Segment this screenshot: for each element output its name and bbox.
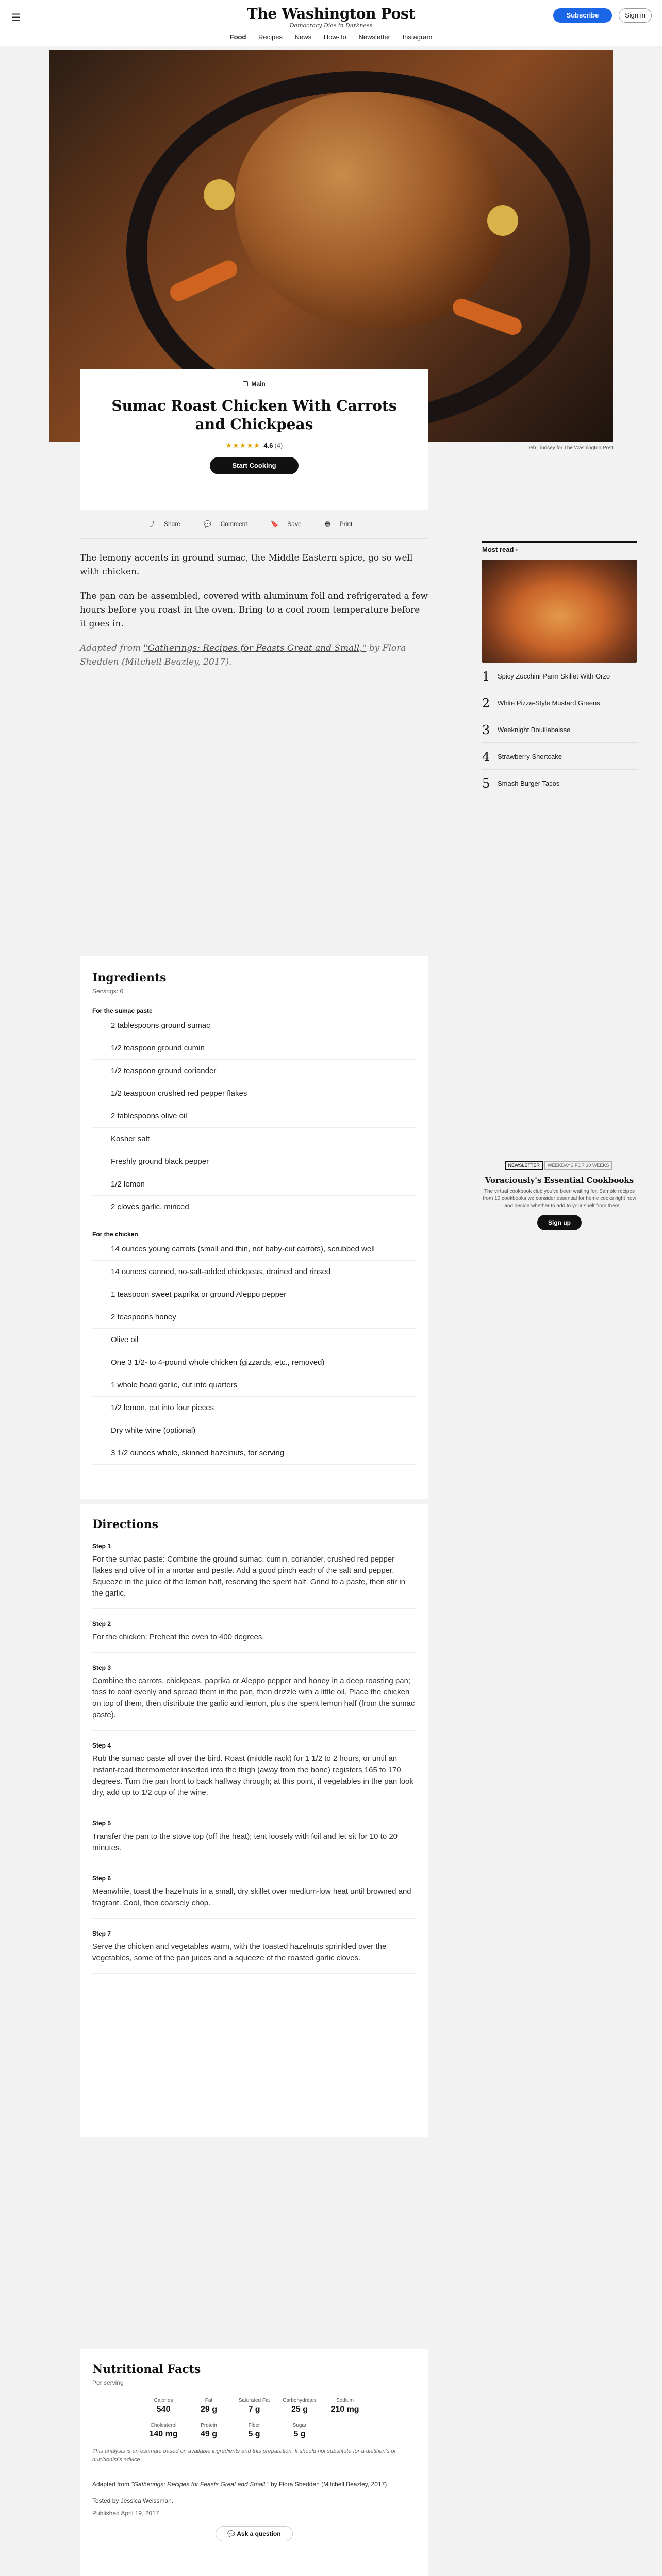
ingredient-item: 3 1/2 ounces whole, skinned hazelnuts, for serving [92, 1442, 416, 1465]
direction-step [92, 1875, 416, 1919]
nutrition-label: Sodium [336, 2398, 354, 2403]
nutrition-fact [186, 2422, 231, 2439]
step-label: Step 2 [92, 1620, 111, 1628]
most-read-image[interactable] [482, 560, 637, 663]
step-text: Serve the chicken and vegetables warm, with the toasted hazelnuts sprinkled over the vegetables, some of the pan juices and a squeeze of the roasted garlic cloves. [92, 1942, 387, 1962]
direction-step [92, 1930, 416, 1974]
direction-step [92, 1742, 416, 1808]
recipe-intro [80, 551, 428, 680]
course-icon [243, 381, 248, 386]
nutrition-value: 29 g [200, 2405, 217, 2414]
ingredient-item: 1 whole head garlic, cut into quarters [92, 1374, 416, 1397]
published-date: Published April 19, 2017 [92, 2510, 159, 2517]
promo-title: Voraciously's Essential Cookbooks [485, 1176, 634, 1185]
ingredient-item: 1 teaspoon sweet paprika or ground Aleppo pepper [92, 1283, 416, 1306]
nav-newsletter[interactable]: Newsletter [358, 33, 390, 41]
nutrition-label: Sugar [292, 2422, 307, 2428]
book-link[interactable]: "Gatherings: Recipes for Feasts Great and Small," [143, 643, 367, 653]
intro-paragraph: The lemony accents in ground sumac, the Middle Eastern spice, go so well with chicken. [80, 553, 413, 577]
direction-step [92, 1543, 416, 1609]
most-read-item[interactable]: 4 Strawberry Shortcake [482, 753, 637, 770]
most-read-item[interactable]: 5 Smash Burger Tacos [482, 780, 637, 796]
nutrition-label: Calories [154, 2398, 173, 2403]
nutrition-value: 49 g [200, 2430, 217, 2438]
nutrition-value: 140 mg [149, 2430, 178, 2438]
step-label: Step 5 [92, 1820, 111, 1827]
nutrition-fact [141, 2398, 186, 2414]
start-cooking-button[interactable]: Start Cooking [210, 457, 299, 474]
ingredients-title: Ingredients [92, 971, 167, 985]
print-button[interactable]: 🖶 Print [324, 520, 353, 528]
nutrition-grid [141, 2398, 368, 2447]
nutrition-label: Fat [205, 2398, 213, 2403]
subscribe-button[interactable]: Subscribe [553, 8, 612, 23]
lemon-shape [204, 179, 235, 210]
book-link[interactable]: "Gatherings: Recipes for Feasts Great and Small," [131, 2481, 269, 2488]
ingredient-item: 2 tablespoons olive oil [92, 1105, 416, 1128]
tagline: Democracy Dies in Darkness [289, 22, 373, 29]
ingredient-item: 14 ounces young carrots (small and thin, not baby-cut carrots), scrubbed well [92, 1238, 416, 1261]
ingredient-item: 1/2 lemon [92, 1173, 416, 1196]
nutrition-fact [322, 2398, 368, 2414]
nutrition-fact [186, 2398, 231, 2414]
step-label: Step 1 [92, 1543, 111, 1550]
nutrition-fact [277, 2398, 322, 2414]
step-label: Step 3 [92, 1664, 111, 1671]
rating-summary[interactable]: ★★★★★ 4.6 (4) [225, 441, 283, 449]
ingredient-item: Freshly ground black pepper [92, 1150, 416, 1173]
frequency-badge: WEEKDAYS FOR 10 WEEKS [544, 1161, 612, 1170]
nutrition-label: Fiber [248, 2422, 260, 2428]
nav-recipes[interactable]: Recipes [258, 33, 283, 41]
ingredient-item: 2 teaspoons honey [92, 1306, 416, 1329]
step-label: Step 4 [92, 1742, 111, 1749]
most-read-item[interactable]: 2 White Pizza-Style Mustard Greens [482, 700, 637, 716]
save-button[interactable]: 🔖 Save [271, 520, 302, 528]
step-text: Combine the carrots, chickpeas, paprika or Aleppo pepper and honey in a deep roasting pan; toss to coat evenly and spread them in the pan, then drizzle with a little oil. Place the chicken on top of them, then distribute the garlic and lemon, plus the spent lemon half (from the sumac paste). [92, 1676, 415, 1719]
nutrition-label: Protein [201, 2422, 217, 2428]
ingredient-group-title: For the sumac paste [92, 1007, 153, 1014]
step-text: For the chicken: Preheat the oven to 400 degrees. [92, 1633, 264, 1641]
signin-button[interactable]: Sign in [619, 8, 652, 23]
direction-step [92, 1664, 416, 1731]
ingredient-item: 1/2 teaspoon crushed red pepper flakes [92, 1082, 416, 1105]
most-read-panel [482, 541, 637, 796]
nutrition-per: Per serving [92, 2379, 124, 2386]
ingredient-group-title: For the chicken [92, 1231, 138, 1238]
nutrition-value: 25 g [291, 2405, 308, 2414]
newsletter-badge: NEWSLETTER [505, 1161, 543, 1170]
ingredient-item: One 3 1/2- to 4-pound whole chicken (gizzards, etc., removed) [92, 1351, 416, 1374]
star-rating-icon: ★★★★★ [225, 441, 261, 449]
nutrition-fact [277, 2422, 322, 2439]
ingredients-card [80, 956, 428, 1499]
step-text: For the sumac paste: Combine the ground sumac, cumin, coriander, crushed red pepper flakes and olive oil in a mortar and pestle. Add a good pinch each of the salt and pepper. Squeeze in the juice of the lemon half, reserving the spent half. Grind to a paste, then stir in the garlic. [92, 1555, 406, 1598]
nav-food[interactable]: Food [229, 33, 246, 41]
nutrition-value: 540 [156, 2405, 171, 2414]
ingredient-item: 14 ounces canned, no-salt-added chickpeas, drained and rinsed [92, 1261, 416, 1283]
nutrition-fact [141, 2422, 186, 2439]
ingredient-item: Olive oil [92, 1329, 416, 1351]
tested-by: Tested by Jessica Weissman. [92, 2497, 174, 2504]
nutrition-label: Carbohydrates [283, 2398, 317, 2403]
directions-title: Directions [92, 1518, 158, 1531]
intro-paragraph: The pan can be assembled, covered with aluminum foil and refrigerated a few hours before you roast in the oven. Bring to a cool room temperature before it goes in. [80, 591, 428, 629]
nutrition-label: Saturated Fat [238, 2398, 270, 2403]
ingredient-item: Dry white wine (optional) [92, 1419, 416, 1442]
direction-step [92, 1820, 416, 1863]
course-label: Main [80, 380, 428, 387]
top-bar [0, 0, 662, 46]
newsletter-promo [482, 1160, 637, 1230]
nutrition-value: 7 g [248, 2405, 260, 2414]
nav-instagram[interactable]: Instagram [402, 33, 433, 41]
nutrition-disclaimer: This analysis is an estimate based on available ingredients and this preparation. It should not substitute for a dietitian's or nutritionist's advice. [92, 2447, 416, 2472]
nutrition-value: 5 g [293, 2430, 306, 2438]
nutrition-value: 5 g [248, 2430, 260, 2438]
directions-card [80, 1504, 428, 2137]
masthead[interactable]: The Washington Post [246, 5, 416, 22]
ingredient-item: Kosher salt [92, 1128, 416, 1150]
nav-how-to[interactable]: How-To [323, 33, 346, 41]
nutrition-fact [231, 2422, 277, 2439]
nutrition-title: Nutritional Facts [92, 2363, 201, 2376]
nutrition-label: Cholesterol [150, 2422, 177, 2428]
recipe-title-card [80, 369, 428, 510]
promo-description: The virtual cookbook club you've been waiting for. Sample recipes from 10 cookbooks we consider essential for home cooks right now — and decide whether to add to your shelf from there. [483, 1189, 636, 1209]
adapted-from: Adapted from "Gatherings: Recipes for Feasts Great and Small," by Flora Shedden (Mitchell Beazley, 2017). [80, 643, 406, 667]
nutrition-card [80, 2349, 428, 2576]
share-button[interactable]: ⤴ Share [148, 520, 181, 528]
ingredient-item: 2 tablespoons ground sumac [92, 1014, 416, 1037]
hamburger-icon[interactable]: ☰ [11, 12, 21, 24]
most-read-item[interactable]: 3 Weeknight Bouillabaisse [482, 726, 637, 743]
nav-news[interactable]: News [294, 33, 312, 41]
nutrition-value: 210 mg [330, 2405, 359, 2414]
ask-question-button[interactable]: 💬 Ask a question [216, 2526, 293, 2541]
recipe-title: Sumac Roast Chicken With Carrots and Chickpeas [111, 397, 397, 433]
direction-step [92, 1620, 416, 1653]
ingredient-item: 1/2 teaspoon ground cumin [92, 1037, 416, 1060]
ingredient-item: 1/2 teaspoon ground coriander [92, 1060, 416, 1082]
ingredient-item: 2 cloves garlic, minced [92, 1196, 416, 1218]
ingredient-item: 1/2 lemon, cut into four pieces [92, 1397, 416, 1419]
step-label: Step 6 [92, 1875, 111, 1882]
signup-button[interactable]: Sign up [537, 1215, 582, 1230]
step-label: Step 7 [92, 1930, 111, 1937]
action-bar [80, 512, 428, 539]
recipe-source: Adapted from "Gatherings: Recipes for Feasts Great and Small," by Flora Shedden (Mitchell Beazley, 2017). [92, 2481, 389, 2488]
step-text: Transfer the pan to the stove top (off the heat); tent loosely with foil and let sit for 10 to 20 minutes. [92, 1832, 398, 1852]
most-read-item[interactable]: 1 Spicy Zucchini Parm Skillet With Orzo [482, 673, 637, 689]
lemon-shape [487, 205, 518, 236]
nutrition-fact [231, 2398, 277, 2414]
step-text: Rub the sumac paste all over the bird. Roast (middle rack) for 1 1/2 to 2 hours, or until an instant-read thermometer inserted into the thigh (away from the bone) registers 165 to 170 degrees. Turn the pan front to back halfway through; at this point, if vegetables in the pan look dry, add up to 1/2 cup of the wine. [92, 1754, 413, 1797]
comment-button[interactable]: 💬 Comment [204, 520, 247, 528]
servings-label[interactable]: Servings: 6 [92, 988, 124, 995]
photo-credit: Deb Lindsey for The Washington Post [526, 445, 613, 451]
step-text: Meanwhile, toast the hazelnuts in a small, dry skillet over medium-low heat until browned and fragrant. Cool, then coarsely chop. [92, 1887, 411, 1907]
most-read-heading: Most read › [482, 541, 637, 553]
section-nav [0, 33, 662, 41]
